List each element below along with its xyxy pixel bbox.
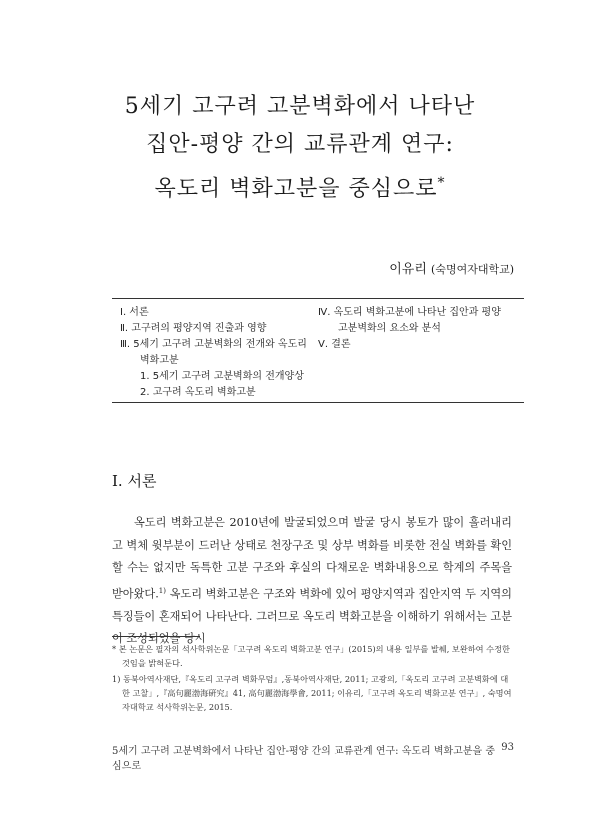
title-line-3 <box>0 164 600 208</box>
body-text <box>112 512 512 651</box>
paragraph-text-part2: 옥도리 벽화고분은 구조와 벽화에 있어 평양지역과 집안지역 두 지역의 특징들이 혼재되어 나타난다. 그러므로 옥도리 벽화고분을 이해하기 위해서는 고분이 조성되었을 당시 <box>112 587 512 646</box>
table-of-contents <box>112 298 524 403</box>
paragraph-text-part1: 옥도리 벽화고분은 2010년에 발굴되었으며 발굴 당시 봉토가 많이 흘러내리고 벽체 윗부분이 드러난 상태로 천장구조 및 상부 벽화를 비롯한 전실 벽화를 확인할 수는 없지만 독특한 고분 구조와 후실의 다채로운 벽화내용으로 학계의 주목을 받아왔다. <box>112 516 512 601</box>
toc-item: Ⅱ. 고구려의 평양지역 진출과 영향 <box>120 323 267 334</box>
toc-item: Ⅰ. 서론 <box>120 307 149 318</box>
title-footnote-mark: * <box>437 175 446 191</box>
page-number: 93 <box>501 742 514 753</box>
paper-title <box>0 88 600 208</box>
toc-item-continuation: 고분벽화의 요소와 분석 <box>338 323 441 334</box>
footnote-1: 1) 동북아역사재단,『옥도리 고구려 벽화무덤』,동북아역사재단, 2011; 고광의,「옥도리 고구려 고분벽화에 대한 고찰」,『高句麗渤海硏究』41, 高句麗渤海學會, 2011; 이유리,「고구려 옥도리 벽화고분 연구」, 숙명여자대학교 석사학위논문, 2015. <box>112 674 512 712</box>
toc-item: Ⅲ. 5세기 고구려 고분벽화의 전개와 옥도리 <box>120 339 307 350</box>
footnote-star: * 본 논문은 필자의 석사학위논문「고구려 옥도리 벽화고분 연구」(2015)의 내용 일부를 발췌, 보완하여 수정한 것임을 밝혀둔다. <box>112 644 510 668</box>
toc-right-column <box>318 305 518 353</box>
running-footer-title: 5세기 고구려 고분벽화에서 나타난 집안-평양 간의 교류관계 연구: 옥도리 벽화고분을 중심으로 <box>112 746 495 772</box>
footnotes <box>112 642 514 716</box>
running-footer <box>112 742 514 772</box>
toc-item: Ⅴ. 결론 <box>318 339 351 350</box>
title-line-2: 집안-평양 간의 교류관계 연구: <box>146 132 454 157</box>
title-line-1: 5세기 고구려 고분벽화에서 나타난 <box>124 94 476 119</box>
toc-subitem: 1. 5세기 고구려 고분벽화의 전개양상 <box>140 371 304 382</box>
author-line <box>389 258 514 277</box>
toc-left-column <box>120 305 320 401</box>
section-heading: Ⅰ. 서론 <box>112 472 157 490</box>
title-line-3-text: 옥도리 벽화고분을 중심으로 <box>154 176 438 202</box>
toc-item: Ⅳ. 옥도리 벽화고분에 나타난 집안과 평양 <box>318 307 501 318</box>
toc-subitem: 2. 고구려 옥도리 벽화고분 <box>140 387 256 398</box>
toc-item-continuation: 벽화고분 <box>140 355 179 366</box>
author-affiliation: (숙명여자대학교) <box>431 263 514 276</box>
footnote-reference: 1) <box>158 586 166 595</box>
paragraph <box>112 512 512 651</box>
author-name: 이유리 <box>389 262 427 277</box>
footnote-divider <box>112 636 200 637</box>
